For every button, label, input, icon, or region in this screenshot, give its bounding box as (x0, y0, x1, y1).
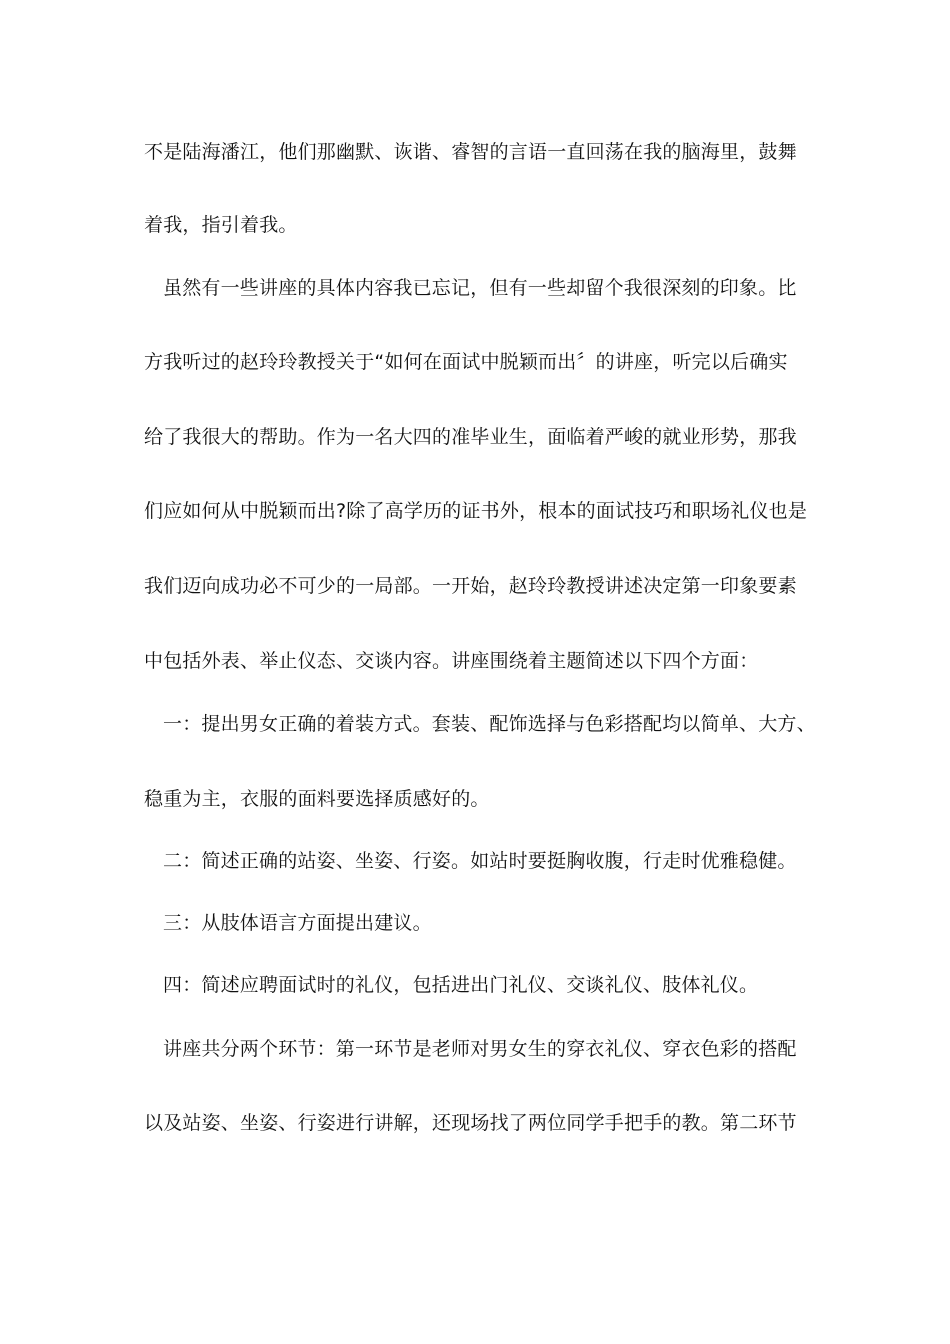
list-item-line: 二：简述正确的站姿、坐姿、行姿。如站时要挺胸收腹，行走时优雅稳健。 (163, 850, 797, 872)
paragraph-line: 以及站姿、坐姿、行姿进行讲解，还现场找了两位同学手把手的教。第二环节 (144, 1112, 797, 1134)
paragraph-line: 给了我很大的帮助。作为一名大四的准毕业生，面临着严峻的就业形势，那我 (144, 426, 797, 448)
list-item-line: 四：简述应聘面试时的礼仪，包括进出门礼仪、交谈礼仪、肢体礼仪。 (163, 974, 759, 996)
paragraph-line: 不是陆海潘江，他们那幽默、诙谐、睿智的言语一直回荡在我的脑海里，鼓舞 (144, 141, 797, 163)
paragraph-line: 方我听过的赵玲玲教授关于“如何在面试中脱颖而出〞的讲座，听完以后确实 (144, 351, 788, 373)
list-item-line: 三：从肢体语言方面提出建议。 (163, 912, 432, 934)
list-item-line: 稳重为主，衣服的面料要选择质感好的。 (144, 788, 490, 810)
paragraph-line: 讲座共分两个环节：第一环节是老师对男女生的穿衣礼仪、穿衣色彩的搭配 (163, 1038, 797, 1060)
paragraph-line: 虽然有一些讲座的具体内容我已忘记，但有一些却留个我很深刻的印象。比 (163, 277, 797, 299)
paragraph-line: 着我，指引着我。 (144, 214, 298, 236)
paragraph-line: 中包括外表、举止仪态、交谈内容。讲座围绕着主题简述以下四个方面： (144, 650, 759, 672)
list-item-line: 一：提出男女正确的着装方式。套装、配饰选择与色彩搭配均以简单、大方、 (163, 713, 816, 735)
paragraph-line: 们应如何从中脱颖而出?除了高学历的证书外，根本的面试技巧和职场礼仪也是 (144, 500, 808, 522)
paragraph-line: 我们迈向成功必不可少的一局部。一开始，赵玲玲教授讲述决定第一印象要素 (144, 575, 797, 597)
